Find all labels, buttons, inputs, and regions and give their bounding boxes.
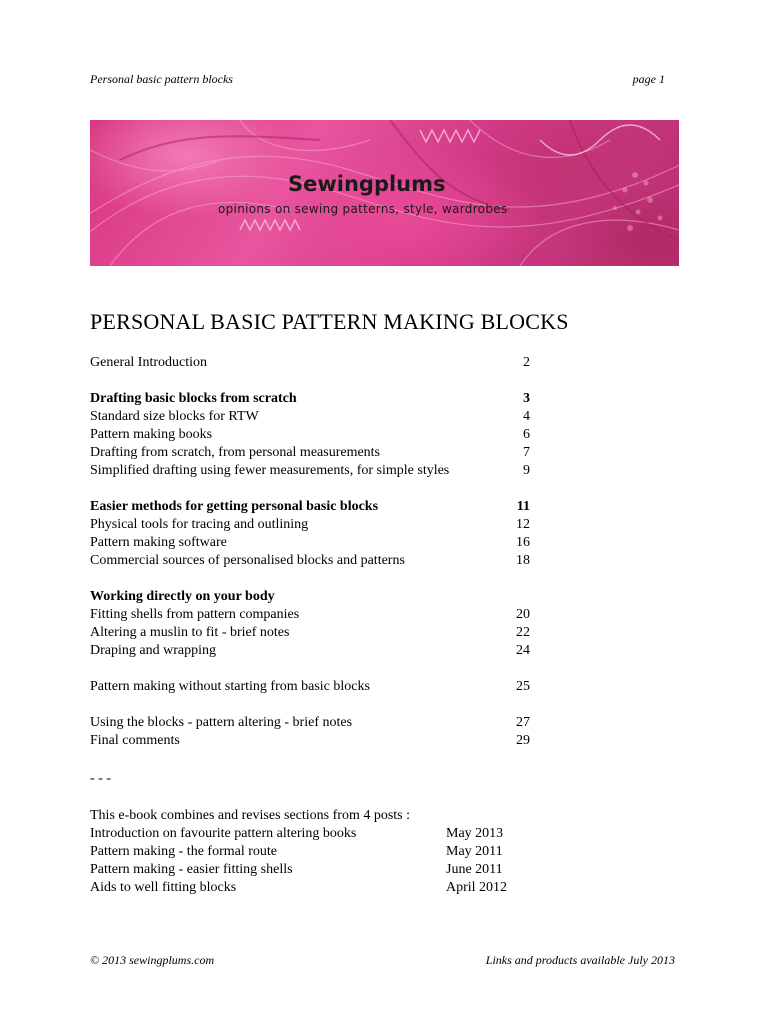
toc-page-number: 9 xyxy=(523,463,530,478)
toc-page-number: 29 xyxy=(516,733,530,748)
toc-entry-label: Commercial sources of personalised blocks and patterns xyxy=(90,553,405,568)
toc-page-number: 22 xyxy=(516,625,530,640)
table-of-contents xyxy=(90,354,530,750)
toc-section-heading xyxy=(90,390,530,408)
source-post-date: May 2011 xyxy=(446,844,503,859)
separator: - - - xyxy=(90,771,111,786)
toc-entry-label: Using the blocks - pattern altering - brief notes xyxy=(90,715,353,730)
toc-page-number: 24 xyxy=(516,643,530,658)
toc-page-number: 4 xyxy=(523,409,530,424)
toc-entry xyxy=(90,516,530,534)
source-post-row xyxy=(90,861,530,879)
toc-section-heading xyxy=(90,588,530,606)
page-title: PERSONAL BASIC PATTERN MAKING BLOCKS xyxy=(90,309,569,334)
source-post-date: April 2012 xyxy=(446,880,508,895)
source-post-row xyxy=(90,825,530,843)
source-post-row xyxy=(90,879,530,897)
toc-spacer xyxy=(90,660,530,678)
toc-page-number: 16 xyxy=(516,535,530,550)
page-footer xyxy=(90,953,675,968)
toc-page-number: 3 xyxy=(523,391,530,406)
toc-entry xyxy=(90,444,530,462)
toc-spacer xyxy=(90,372,530,390)
source-post-title: Pattern making - easier fitting shells xyxy=(90,862,293,877)
toc-entry xyxy=(90,678,530,696)
banner-subtitle: opinions on sewing patterns, style, wardrobes xyxy=(218,202,508,216)
footer-note: Links and products available July 2013 xyxy=(485,953,675,967)
toc-entry-label: Draping and wrapping xyxy=(90,643,216,658)
toc-entry xyxy=(90,462,530,480)
toc-entry xyxy=(90,354,530,372)
toc-spacer xyxy=(90,570,530,588)
toc-entry xyxy=(90,732,530,750)
toc-entry-label: Easier methods for getting personal basic blocks xyxy=(90,499,379,514)
toc-section-heading xyxy=(90,498,530,516)
toc-entry-label: Final comments xyxy=(90,733,180,748)
toc-page-number: 25 xyxy=(516,679,530,694)
toc-entry xyxy=(90,408,530,426)
toc-entry-label: Working directly on your body xyxy=(90,589,275,604)
source-intro: This e-book combines and revises sections from 4 posts : xyxy=(90,808,411,823)
toc-entry xyxy=(90,534,530,552)
source-post-title: Introduction on favourite pattern altering books xyxy=(90,826,357,841)
toc-page-number: 27 xyxy=(516,715,530,730)
header-title: Personal basic pattern blocks xyxy=(90,72,233,86)
toc-entry-label: Physical tools for tracing and outlining xyxy=(90,517,309,532)
toc-page-number: 12 xyxy=(516,517,530,532)
toc-entry-label: Pattern making without starting from basic blocks xyxy=(90,679,370,694)
toc-entry xyxy=(90,426,530,444)
toc-entry-label: Drafting from scratch, from personal measurements xyxy=(90,445,381,460)
toc-entry-label: General Introduction xyxy=(90,355,208,370)
toc-entry xyxy=(90,606,530,624)
banner-title: Sewingplums xyxy=(288,172,446,196)
source-post-date: June 2011 xyxy=(446,862,503,877)
toc-page-number: 7 xyxy=(523,445,530,460)
toc-spacer xyxy=(90,480,530,498)
copyright: © 2013 sewingplums.com xyxy=(90,953,215,967)
page-number: page 1 xyxy=(632,72,665,86)
toc-page-number: 2 xyxy=(523,355,530,370)
toc-entry-label: Pattern making software xyxy=(90,535,227,550)
source-post-title: Pattern making - the formal route xyxy=(90,844,277,859)
toc-entry-label: Simplified drafting using fewer measurements, for simple styles xyxy=(90,463,450,478)
toc-entry xyxy=(90,642,530,660)
source-post-date: May 2013 xyxy=(446,826,504,841)
toc-page-number: 20 xyxy=(516,607,530,622)
toc-page-number: 6 xyxy=(523,427,530,442)
site-banner xyxy=(90,120,679,266)
toc-page-number: 11 xyxy=(516,499,530,514)
toc-entry xyxy=(90,552,530,570)
toc-entry-label: Fitting shells from pattern companies xyxy=(90,607,300,622)
page-header xyxy=(90,72,665,87)
toc-spacer xyxy=(90,696,530,714)
toc-entry-label: Pattern making books xyxy=(90,427,213,442)
toc-entry-label: Drafting basic blocks from scratch xyxy=(90,391,297,406)
source-posts xyxy=(90,807,530,897)
source-post-row xyxy=(90,843,530,861)
toc-entry-label: Altering a muslin to fit - brief notes xyxy=(90,625,290,640)
toc-page-number: 18 xyxy=(516,553,530,568)
toc-entry-label: Standard size blocks for RTW xyxy=(90,409,259,424)
toc-entry xyxy=(90,624,530,642)
toc-entry xyxy=(90,714,530,732)
source-post-title: Aids to well fitting blocks xyxy=(90,880,237,895)
